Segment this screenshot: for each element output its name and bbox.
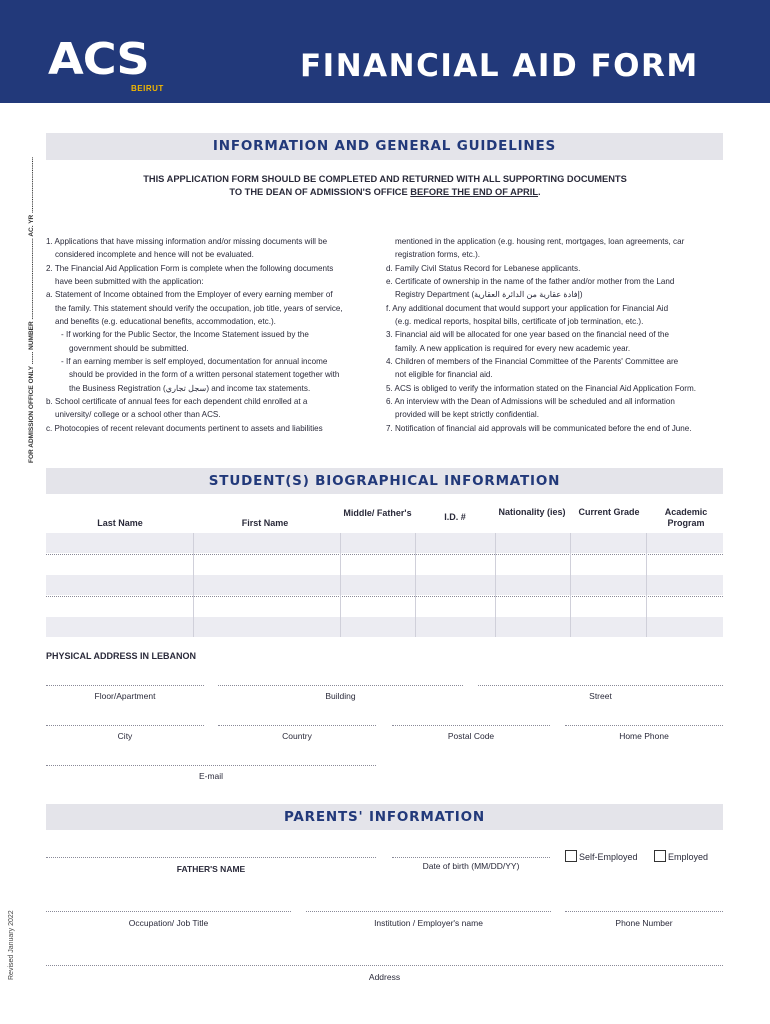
- postal-code-field[interactable]: [392, 725, 550, 726]
- employed-label: Employed: [668, 852, 709, 862]
- notice-line-1: THIS APPLICATION FORM SHOULD BE COMPLETED AND RETURNED WITH ALL SUPPORTING DOCUMENTS: [143, 174, 627, 184]
- parents-heading: PARENTS' INFORMATION: [46, 804, 723, 830]
- guideline-line: registration forms, etc.).: [395, 250, 481, 260]
- notice-text: TO THE DEAN OF ADMISSION'S OFFICE: [229, 187, 411, 197]
- institution-label: Institution / Employer's name: [374, 918, 483, 928]
- guideline-line: considered incomplete and hence will not be evaluated.: [55, 250, 254, 260]
- students-heading: STUDENT(S) BIOGRAPHICAL INFORMATION: [46, 468, 723, 494]
- guideline-line: d. Family Civil Status Record for Lebanese applicants.: [386, 263, 581, 273]
- country-field[interactable]: [218, 725, 376, 726]
- col-academic-program: Academic Program: [664, 507, 708, 528]
- table-divider: [495, 533, 496, 637]
- col-current-grade: Current Grade: [578, 507, 640, 517]
- employed-option[interactable]: [654, 850, 708, 862]
- student-row-1[interactable]: [46, 533, 723, 553]
- table-divider: [415, 533, 416, 637]
- home-phone-field[interactable]: [565, 725, 723, 726]
- guideline-line: - If working for the Public Sector, the Income Statement issued by the: [61, 330, 309, 340]
- street-field[interactable]: [478, 685, 723, 686]
- guideline-line: should be provided in the form of a written personal statement together with: [69, 370, 340, 380]
- table-divider: [340, 533, 341, 637]
- admission-office-note: FOR ADMISSION OFFICE ONLY ....... NUMBER ............................................. AC. YR ...............................: [28, 156, 35, 463]
- submission-notice: [120, 173, 650, 199]
- revised-date: Revised January 2022: [8, 910, 15, 980]
- street-label: Street: [589, 691, 612, 701]
- guideline-line: provided will be kept strictly confidential.: [395, 410, 539, 420]
- form-title: FINANCIAL AID FORM: [300, 48, 699, 84]
- guideline-line: and benefits (e.g. educational benefits, accommodation, etc.).: [55, 317, 276, 327]
- col-last-name: Last Name: [97, 518, 143, 528]
- address-field[interactable]: [46, 965, 723, 966]
- guideline-line: have been submitted with the application:: [55, 277, 204, 287]
- guideline-line: 6. An interview with the Dean of Admissions will be scheduled and all information: [386, 397, 675, 407]
- dob-field[interactable]: [392, 857, 550, 858]
- address-label: Address: [368, 972, 401, 982]
- guideline-line: not eligible for financial aid.: [395, 370, 493, 380]
- guideline-line: 7. Notification of financial aid approvals will be communicated before the end of June.: [386, 423, 692, 433]
- city-field[interactable]: [46, 725, 204, 726]
- table-divider: [646, 533, 647, 637]
- occupation-field[interactable]: [46, 911, 291, 912]
- guideline-line: c. Photocopies of recent relevant documents pertinent to assets and liabilities: [46, 423, 323, 433]
- guidelines-left-column: [46, 235, 376, 435]
- guideline-line: 2. The Financial Aid Application Form is complete when the following documents: [46, 263, 334, 273]
- table-divider: [570, 533, 571, 637]
- guideline-line: family. A new application is required for every new academic year.: [395, 343, 631, 353]
- floor-field[interactable]: [46, 685, 204, 686]
- self-employed-checkbox[interactable]: [565, 850, 577, 862]
- occupation-label: Occupation/ Job Title: [128, 918, 209, 928]
- email-field[interactable]: [46, 765, 376, 766]
- institution-field[interactable]: [306, 911, 551, 912]
- guideline-line: 5. ACS is obliged to verify the information stated on the Financial Aid Application Form.: [386, 383, 696, 393]
- notice-line-2: TO THE DEAN OF ADMISSION'S OFFICE BEFORE THE END OF APRIL.: [229, 187, 541, 197]
- phone-label: Phone Number: [615, 918, 673, 928]
- postal-code-label: Postal Code: [447, 731, 495, 741]
- fathers-name-label: FATHER'S NAME: [176, 864, 246, 874]
- guideline-line: a. Statement of Income obtained from the Employer of every earning member of: [46, 290, 333, 300]
- guideline-line: 3. Financial aid will be allocated for one year based on the financial need of the: [386, 330, 670, 340]
- self-employed-option[interactable]: [565, 850, 638, 862]
- guideline-line: Registry Department (إفادة عقارية من الدائرة العقارية): [395, 290, 583, 300]
- col-middle-name: Middle/ Father's: [343, 508, 412, 518]
- student-row-5[interactable]: [46, 617, 723, 637]
- guideline-line: university/ college or a school other than ACS.: [55, 410, 221, 420]
- col-first-name: First Name: [241, 518, 289, 528]
- guideline-line: - If an earning member is self employed, documentation for annual income: [61, 357, 328, 367]
- table-divider: [193, 533, 194, 637]
- self-employed-label: Self-Employed: [579, 852, 638, 862]
- guideline-line: government should be submitted.: [69, 343, 189, 353]
- guideline-line: e. Certificate of ownership in the name of the father and/or mother from the Land: [386, 277, 675, 287]
- guidelines-right-column: [386, 235, 726, 435]
- guideline-line: mentioned in the application (e.g. housing rent, mortgages, loan agreements, car: [395, 237, 685, 246]
- guideline-line: the Business Registration (سجل تجاري) and income tax statements.: [69, 383, 311, 393]
- guideline-line: (e.g. medical reports, hospital bills, certificate of job termination, etc.).: [395, 317, 644, 327]
- guideline-line: the family. This statement should verify the occupation, job title, years of service,: [55, 303, 343, 313]
- acs-logo: ACS: [48, 34, 149, 85]
- fathers-name-field[interactable]: [46, 857, 376, 858]
- guideline-line: 1. Applications that have missing information and/or missing documents will be: [46, 237, 328, 246]
- guidelines-heading: INFORMATION AND GENERAL GUIDELINES: [46, 133, 723, 160]
- guideline-line: b. School certificate of annual fees for each dependent child enrolled at a: [46, 397, 308, 407]
- city-label: City: [117, 731, 133, 741]
- guideline-line: f. Any additional document that would support your application for Financial Aid: [386, 303, 669, 313]
- student-row-4[interactable]: [46, 596, 723, 597]
- home-phone-label: Home Phone: [619, 731, 669, 741]
- logo-subtitle: BEIRUT: [131, 84, 164, 93]
- building-field[interactable]: [218, 685, 463, 686]
- col-id-number: I.D. #: [444, 512, 466, 522]
- student-row-2[interactable]: [46, 554, 723, 555]
- building-label: Building: [325, 691, 356, 701]
- dob-label: Date of birth (MM/DD/YY): [422, 861, 520, 871]
- floor-label: Floor/Apartment: [94, 691, 156, 701]
- employed-checkbox[interactable]: [654, 850, 666, 862]
- deadline-text: BEFORE THE END OF APRIL: [410, 187, 539, 197]
- email-label: E-mail: [198, 771, 224, 781]
- country-label: Country: [282, 731, 312, 741]
- guideline-line: 4. Children of members of the Financial Committee of the Parents' Committee are: [386, 357, 679, 367]
- col-nationality: Nationality (ies): [498, 507, 566, 517]
- phone-field[interactable]: [565, 911, 723, 912]
- student-row-3[interactable]: [46, 575, 723, 595]
- address-heading: PHYSICAL ADDRESS IN LEBANON: [46, 651, 197, 661]
